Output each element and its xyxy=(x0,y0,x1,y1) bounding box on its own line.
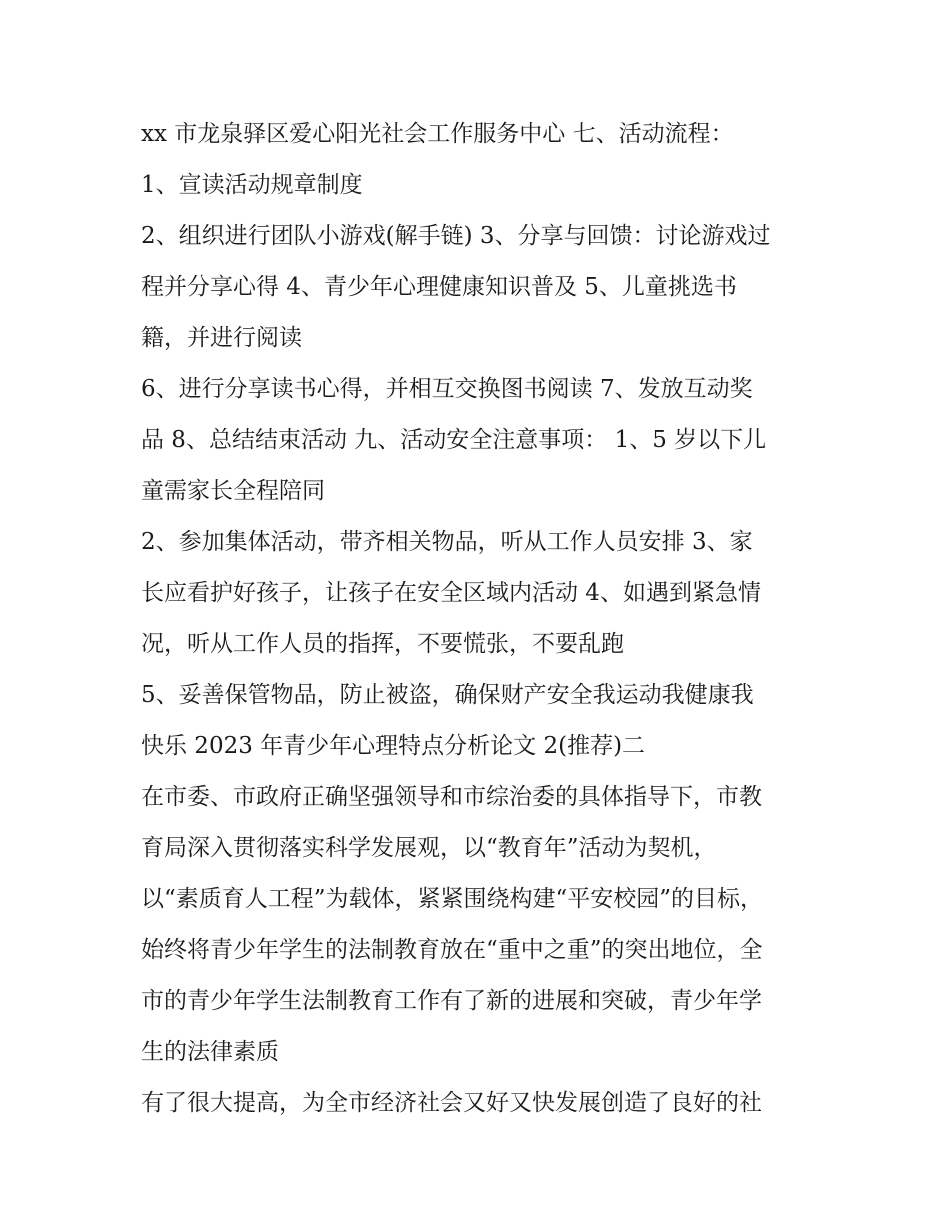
text-line: 1、宣读活动规章制度 xyxy=(141,172,363,198)
document-body xyxy=(141,109,821,1129)
text-line: 2、参加集体活动，带齐相关物品，听从工作人员安排 3、家 xyxy=(141,529,753,555)
text-line: 长应看护好孩子，让孩子在安全区域内活动 4、如遇到紧急情 xyxy=(141,580,761,606)
text-line: 6、进行分享读书心得，并相互交换图书阅读 7、发放互动奖 xyxy=(141,376,753,402)
text-line: 籍，并进行阅读 xyxy=(141,325,302,351)
text-line: 5、妥善保管物品，防止被盗，确保财产安全我运动我健康我 xyxy=(141,682,754,708)
text-line: 2、组织进行团队小游戏(解手链) 3、分享与回馈：讨论游戏过 xyxy=(141,223,771,249)
text-line: 市的青少年学生法制教育工作有了新的进展和突破，青少年学 xyxy=(141,988,762,1014)
text-line: 育局深入贯彻落实科学发展观，以“教育年”活动为契机， xyxy=(141,835,717,861)
text-line: 在市委、市政府正确坚强领导和市综治委的具体指导下，市教 xyxy=(141,784,762,810)
text-line: 以“素质育人工程”为载体，紧紧围绕构建“平安校园”的目标， xyxy=(141,886,764,912)
text-line: 有了很大提高，为全市经济社会又好又快发展创造了良好的社 xyxy=(141,1090,762,1116)
text-line: 快乐 2023 年青少年心理特点分析论文 2(推荐)二 xyxy=(141,733,646,759)
text-line: 程并分享心得 4、青少年心理健康知识普及 5、儿童挑选书 xyxy=(141,274,737,300)
text-line: xx 市龙泉驿区爱心阳光社会工作服务中心 七、活动流程： xyxy=(141,121,734,147)
text-line: 生的法律素质 xyxy=(141,1039,279,1065)
text-line: 况，听从工作人员的指挥，不要慌张，不要乱跑 xyxy=(141,631,624,657)
text-line: 品 8、总结结束活动 九、活动安全注意事项： 1、5 岁以下儿 xyxy=(141,427,767,453)
text-line: 始终将青少年学生的法制教育放在“重中之重”的突出地位，全 xyxy=(141,937,763,963)
text-line: 童需家长全程陪同 xyxy=(141,478,325,504)
